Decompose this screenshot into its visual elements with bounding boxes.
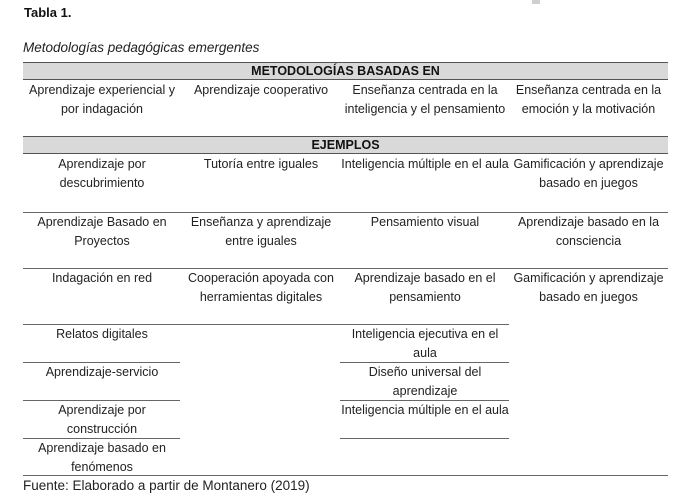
example-cell: Aprendizaje Basado en Proyectos [37,215,167,248]
methodology-header: Enseñanza centrada en la inteligencia y el pensamiento [344,83,506,116]
example-cell: Enseñanza y aprendizaje entre iguales [190,215,332,248]
example-cell: Cooperación apoyada con herramientas digitales [188,271,334,304]
example-cell: Gamificación y aprendizaje basado en juegos [513,157,664,190]
examples-band: EJEMPLOS [23,136,668,154]
example-cell: Pensamiento visual [370,215,480,229]
example-cell: Aprendizaje basado en el pensamiento [354,271,496,304]
example-cell: Indagación en red [51,271,153,285]
decorative-mark [532,0,540,4]
methodology-header: Aprendizaje cooperativo [193,83,329,97]
example-cell: Aprendizaje por construcción [58,403,146,436]
example-cell: Aprendizaje-servicio [45,365,159,379]
row-divider [340,438,509,439]
example-cell: Gamificación y aprendizaje basado en juegos [513,271,664,304]
example-cell: Aprendizaje basado en fenómenos [38,441,166,474]
table-number: Tabla 1. [24,5,72,20]
example-cell: Aprendizaje basado en la consciencia [517,215,660,248]
methodology-header: Aprendizaje experiencial y por indagación [29,83,175,116]
source-note: Fuente: Elaborado a partir de Montanero (2019) [23,478,310,493]
header-band: METODOLOGÍAS BASADAS EN [23,62,668,80]
example-cell: Inteligencia múltiple en el aula [341,403,509,417]
example-cell: Inteligencia ejecutiva en el aula [351,327,499,360]
example-cell: Aprendizaje por descubrimiento [58,157,146,190]
example-cell: Diseño universal del aprendizaje [368,365,482,398]
example-cell: Relatos digitales [56,327,148,341]
example-cell: Tutoría entre iguales [203,157,319,171]
table-caption: Metodologías pedagógicas emergentes [23,40,260,55]
table-bottom-border [23,475,668,476]
methodology-header: Enseñanza centrada en la emoción y la motivación [515,83,662,116]
example-cell: Inteligencia múltiple en el aula [341,157,509,171]
